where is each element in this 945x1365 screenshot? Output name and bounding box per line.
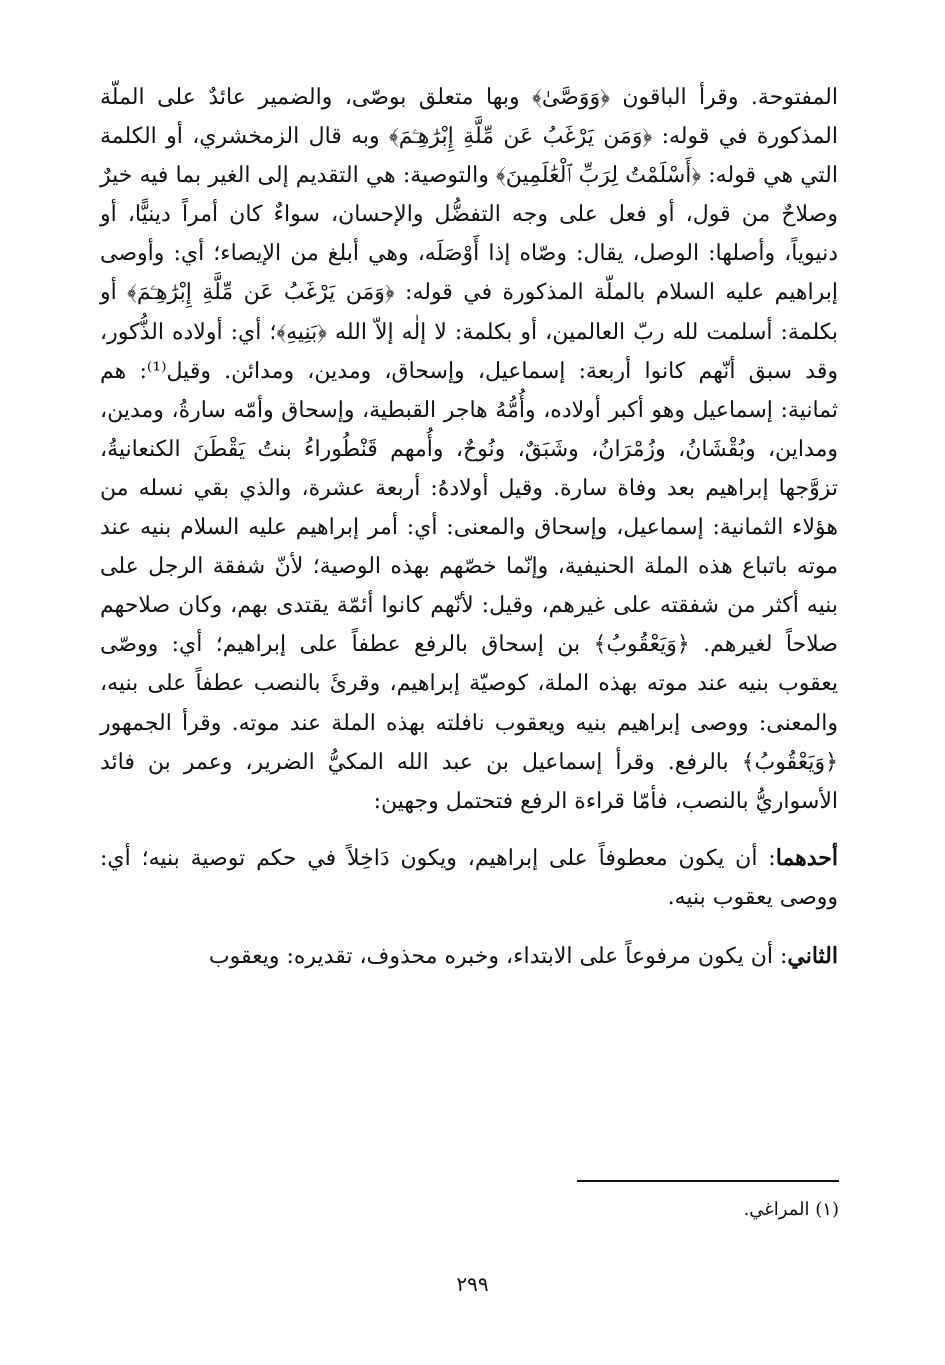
footnote-divider xyxy=(577,1180,839,1182)
page-number: ٢٩٩ xyxy=(456,1272,489,1296)
point-one-text: : أن يكون معطوفاً على إبراهيم، ويكون دَاخِلاً في حكم توصية بنيه؛ أي: ووصى يعقوب بنيه. xyxy=(100,845,838,910)
footnote: (١) المراغي. xyxy=(743,1199,839,1220)
point-two-label: الثاني xyxy=(787,942,838,969)
point-two-text: : أن يكون مرفوعاً على الابتداء، وخبره محذوف، تقديره: ويعقوب xyxy=(208,943,788,969)
main-paragraph: المفتوحة. وقرأ الباقون ﴿وَوَصَّىٰ﴾ وبها متعلق بوصّى، والضمير عائدٌ على الملّة المذكورة في قوله: ﴿وَمَن يَرْغَبُ عَن مِّلَّةِ إِبْرَٰهِـۧمَ﴾ وبه قال الزمخشري، أو الكلمة التي هي قوله: ﴿أَسْلَمْتُ لِرَبِّ ٱلْعَٰلَمِينَ﴾ والتوصية: هي التقديم إلى الغير بما فيه خيرٌ وصلاحٌ من قول، أو فعل على وجه التفضُّل والإحسان، سواءٌ كان أمراً دينيًّا، أو دنيوياً، وأصلها: الوصل، يقال: وصّاه إذا أَوْصَلَه، وهي أبلغ من الإيصاء؛ أي: وأوصى إبراهيم عليه السلام بالملّة المذكورة في قوله: ﴿وَمَن يَرْغَبُ عَن مِّلَّةِ إِبْرَٰهِـۧمَ﴾ أو بكلمة: أسلمت لله ربّ العالمين، أو بكلمة: لا إلٰه إلاّ الله ﴿بَنِيهِ﴾؛ أي: أولاده الذُّكور، وقد سبق أنّهم كانوا أربعة: إسماعيل، وإسحاق، ومدين، ومدائن. وقيل⁽¹⁾: هم ثمانية: إسماعيل وهو أكبر أولاده، وأُمُّهُ هاجر القبطية، وإسحاق وأمّه سارةُ، ومدين، ومداين، وبُقْشَانُ، وزُمْرَانُ، وشَبَقٌ، ونُوحٌ، وأُمهم قَنْطُوراءُ بنتُ يَقْطَنَ الكنعانيةُ، تزوَّجها إبراهيم بعد وفاة سارة. وقيل أولادهُ: أربعة عشرة، والذي بقي نسله من هؤلاء الثمانية: إسماعيل، وإسحاق والمعنى: أي: أمر إبراهيم عليه السلام بنيه عند موته باتباع هذه الملة الحنيفية، وإنّما خصّهم بهذه الوصية؛ لأنّ شفقة الرجل على بنيه أكثر من شفقته على غيرهم، وقيل: لأنّهم كانوا أئمّة يقتدى بهم، وكان صلاحهم صلاحاً لغيرهم. ﴿وَيَعْقُوبُ﴾ بن إسحاق بالرفع عطفاً على إبراهيم؛ أي: ووصّى يعقوب بنيه عند موته بهذه الملة، كوصيّة إبراهيم، وقرئَ بالنصب عطفاً على بنيه، والمعنى: ووصى إبراهيم بنيه ويعقوب نافلته بهذه الملة عند موته. وقرأ الجمهور ﴿وَيَعْقُوبُ﴾ بالرفع. وقرأ إسماعيل بن عبد الله المكيُّ الضرير، وعمر بن فائد الأسواريُّ بالنصب، فأمّا قراءة الرفع فتحتمل وجهين: xyxy=(100,85,839,814)
point-one xyxy=(100,839,838,917)
point-two xyxy=(100,937,838,976)
page-body xyxy=(100,78,838,996)
point-one-label: أحدهما xyxy=(775,844,838,871)
